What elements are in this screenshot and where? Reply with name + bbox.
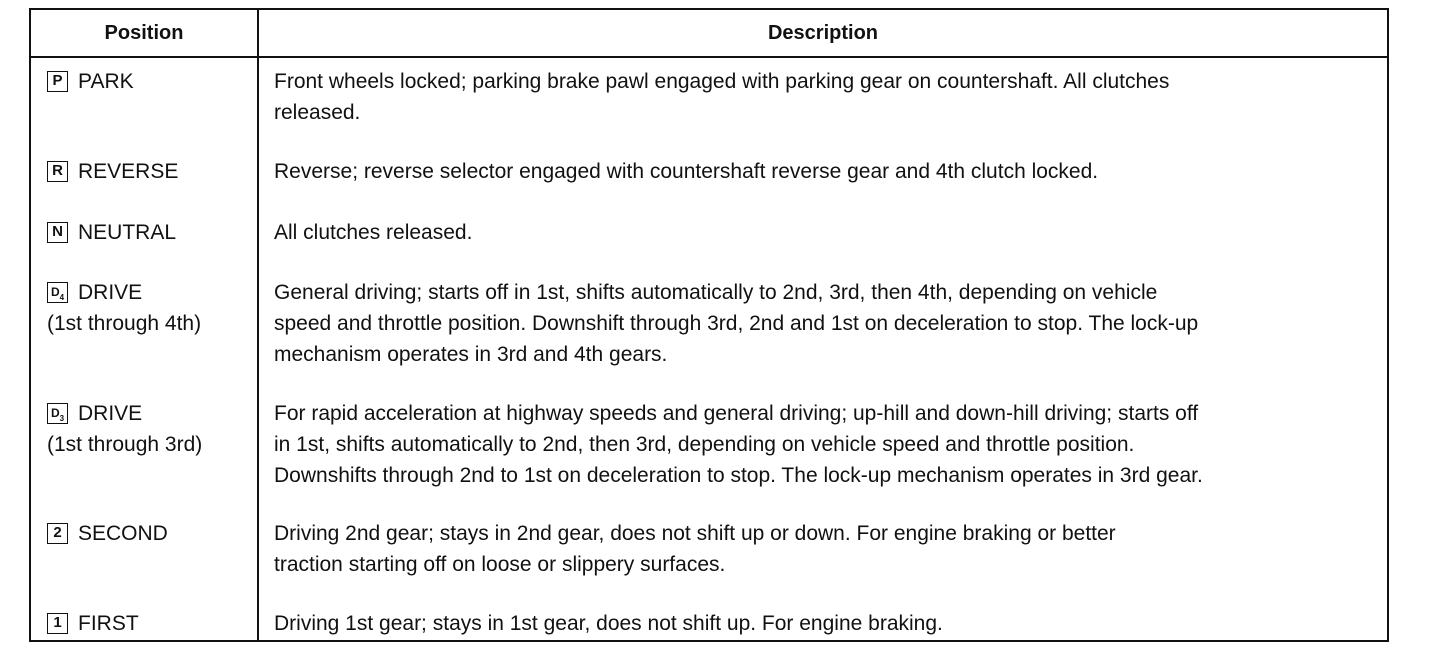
column-divider — [257, 10, 259, 640]
description-line: traction starting off on loose or slippery surfaces. — [274, 553, 726, 576]
description-line: in 1st, shifts automatically to 2nd, then 3rd, depending on vehicle speed and throttle position. — [274, 433, 1135, 456]
position-cell — [47, 398, 252, 460]
position-label: PARK — [78, 70, 134, 93]
description-cell — [274, 156, 1379, 187]
position-cell — [47, 156, 252, 187]
position-label: REVERSE — [78, 160, 179, 183]
description-line: Driving 2nd gear; stays in 2nd gear, does not shift up or down. For engine braking or better — [274, 522, 1116, 545]
position-cell — [47, 608, 252, 639]
shift-position-table — [29, 8, 1389, 642]
position-cell — [47, 518, 252, 549]
description-cell — [274, 398, 1379, 491]
gear-1-icon: 1 — [47, 613, 68, 634]
description-line: mechanism operates in 3rd and 4th gears. — [274, 343, 668, 366]
gear-d4-icon: $D_4$ — [47, 282, 68, 303]
position-label: FIRST — [78, 612, 139, 635]
header-description: Description — [767, 22, 879, 44]
description-line: Front wheels locked; parking brake pawl engaged with parking gear on countershaft. All clutches — [274, 70, 1170, 93]
description-cell — [274, 277, 1379, 370]
position-label: SECOND — [78, 522, 168, 545]
gear-p-icon: P — [47, 71, 68, 92]
position-cell — [47, 277, 252, 339]
description-line: All clutches released. — [274, 221, 473, 244]
position-label: NEUTRAL — [78, 221, 177, 244]
description-cell — [274, 608, 1379, 639]
description-cell — [274, 217, 1379, 248]
description-cell — [274, 66, 1379, 128]
description-line: speed and throttle position. Downshift through 3rd, 2nd and 1st on deceleration to stop. The lock-up — [274, 312, 1199, 335]
header-position: Position — [104, 22, 184, 44]
position-cell — [47, 217, 252, 248]
description-cell — [274, 518, 1379, 580]
gear-n-icon: N — [47, 222, 68, 243]
position-range: (1st through 4th) — [47, 312, 202, 335]
position-cell — [47, 66, 252, 97]
position-label: DRIVE — [78, 402, 143, 425]
description-line: For rapid acceleration at highway speeds and general driving; up-hill and down-hill driving; starts off — [274, 402, 1199, 425]
gear-2-icon: 2 — [47, 523, 68, 544]
position-range: (1st through 3rd) — [47, 433, 203, 456]
position-label: DRIVE — [78, 281, 143, 304]
description-line: Downshifts through 2nd to 1st on deceleration to stop. The lock-up mechanism operates in 3rd gear. — [274, 464, 1203, 487]
description-line: Driving 1st gear; stays in 1st gear, does not shift up. For engine braking. — [274, 612, 943, 635]
table-header-row — [31, 10, 1387, 58]
description-line: Reverse; reverse selector engaged with countershaft reverse gear and 4th clutch locked. — [274, 160, 1099, 183]
description-line: released. — [274, 101, 361, 124]
gear-r-icon: R — [47, 161, 68, 182]
description-line: General driving; starts off in 1st, shifts automatically to 2nd, 3rd, then 4th, depending on vehicle — [274, 281, 1158, 304]
gear-d3-icon: $D_3$ — [47, 403, 68, 424]
